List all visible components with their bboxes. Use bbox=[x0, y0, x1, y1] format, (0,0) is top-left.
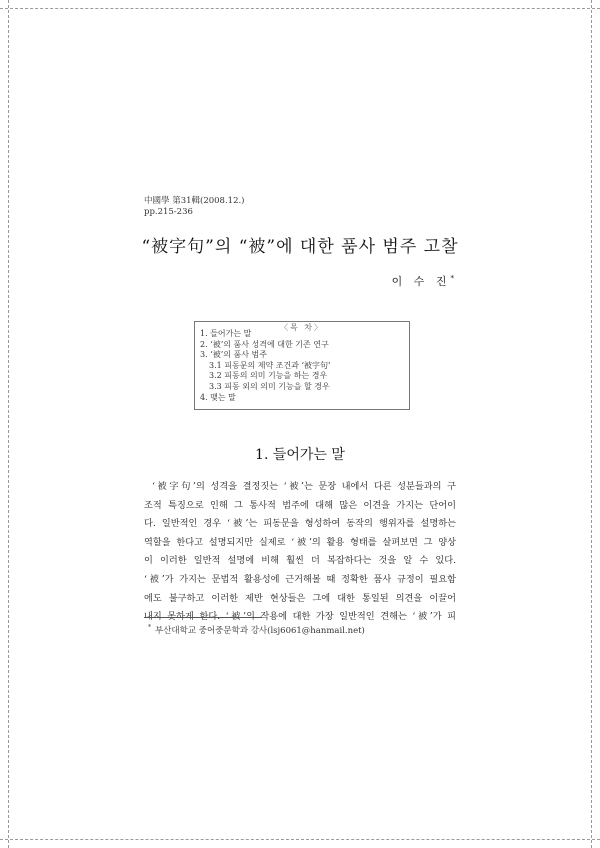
footnote-divider bbox=[144, 617, 262, 618]
toc-subitem: 3.3 피동 외의 의미 기능을 할 경우 bbox=[209, 381, 330, 391]
toc-subitem: 3.2 피동의 의미 기능을 하는 경우 bbox=[209, 371, 328, 381]
crop-line-left bbox=[8, 0, 9, 848]
footnote-text: 부산대학교 중어중문학과 강사(lsj6061@hanmail.net) bbox=[155, 626, 365, 636]
author bbox=[392, 273, 454, 289]
section-heading: 1. 들어가는 말 bbox=[255, 447, 345, 463]
table-of-contents bbox=[194, 321, 410, 410]
body-line: 이 이러한 일반적 설명에 비해 훨씬 더 복잡하다는 것을 알 수 있다. bbox=[144, 555, 456, 567]
body-line: ‘被字句’의 성격을 결정짓는 ‘被’는 문장 내에서 다른 성분들과의 구 bbox=[152, 481, 456, 492]
toc-list bbox=[200, 329, 331, 403]
toc-item: 3. ‘被’의 품사 범주 bbox=[200, 350, 267, 360]
body-line: 에도 불구하고 이러한 제반 현상들은 그에 대한 통일된 의견을 이끌어 bbox=[144, 592, 456, 604]
footnote bbox=[148, 624, 365, 636]
toc-subitem: 3.1 피동문의 제약 조건과 ‘被字句’ bbox=[209, 360, 331, 370]
journal-volume: 中國學 第31輯(2008.12.) bbox=[144, 196, 245, 206]
footnote-mark: * bbox=[148, 624, 151, 632]
toc-caption: 〈목 차〉 bbox=[276, 323, 328, 332]
body-line: 다. 일반적인 경우 ‘被’는 피동문을 형성하여 동작의 행위자를 설명하는 bbox=[144, 518, 456, 530]
body-line: 조적 특징으로 인해 그 통사적 범주에 대해 많은 이견을 가지는 단어이 bbox=[144, 499, 456, 511]
body-text bbox=[144, 478, 456, 627]
journal-info bbox=[144, 196, 245, 218]
body-line: ‘被’가 가지는 문법적 활용성에 근거해볼 때 정확한 품사 규정이 필요함 bbox=[144, 573, 456, 585]
toc-item: 2. ‘被’의 품사 성격에 대한 기존 연구 bbox=[200, 339, 329, 349]
toc-item: 1. 들어가는 말 bbox=[200, 329, 252, 338]
body-line: 내지 못하게 한다. ‘被’의 작용에 대한 가장 일반적인 견해는 ‘被’가 피 bbox=[144, 611, 456, 623]
toc-item: 4. 맺는 말 bbox=[200, 392, 236, 402]
crop-line-right bbox=[591, 0, 592, 848]
author-name: 이 수 진 bbox=[391, 275, 451, 288]
body-line: 역할을 한다고 설명되지만 실제로 ‘被’의 활용 형태를 살펴보면 그 양상 bbox=[144, 536, 456, 548]
journal-pages: pp.215-236 bbox=[144, 207, 193, 217]
paper-title: “被字句”의 “被”에 대한 품사 범주 고찰 bbox=[141, 237, 459, 257]
author-footnote-mark: * bbox=[450, 274, 454, 283]
crop-line-top bbox=[0, 8, 600, 9]
crop-line-bottom bbox=[0, 839, 600, 840]
